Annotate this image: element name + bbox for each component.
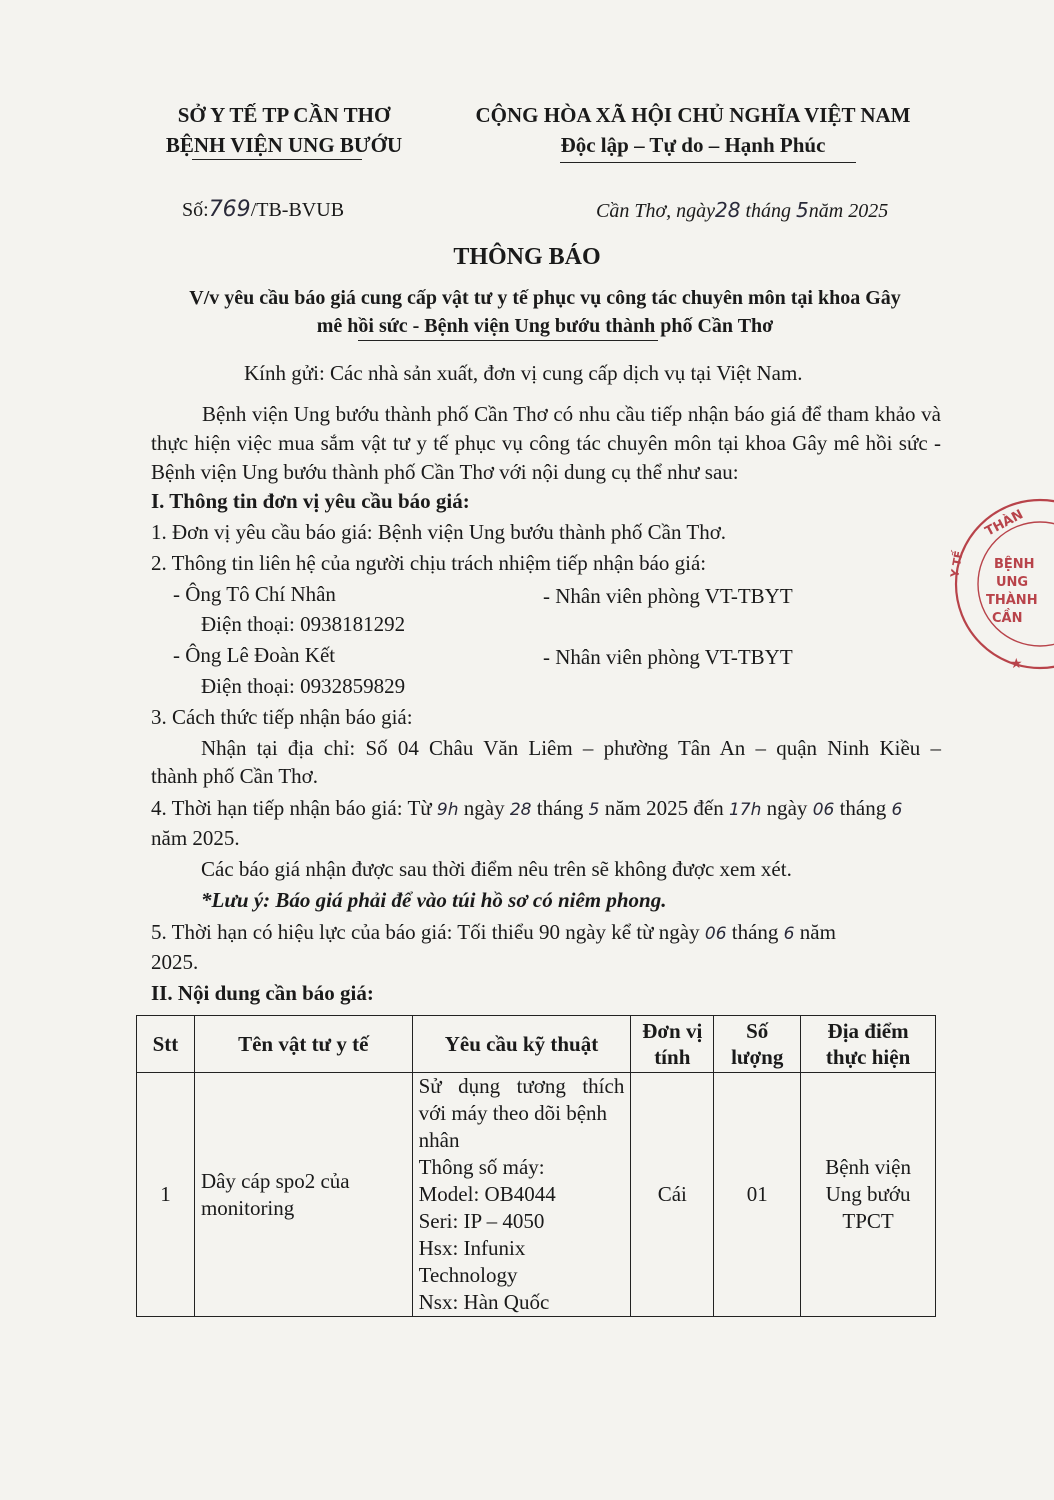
section1-item3: 3. Cách thức tiếp nhận báo giá: — [151, 705, 413, 729]
hospital-underline — [192, 159, 362, 160]
column-header: Đơn vị tính — [631, 1016, 714, 1073]
section1-item1: 1. Đơn vị yêu cầu báo giá: Bệnh viện Ung bướu thành phố Cần Thơ. — [151, 520, 727, 544]
row-stt: 1 — [137, 1073, 195, 1317]
hospital-name: BỆNH VIỆN UNG BƯỚU — [165, 133, 403, 157]
quotation-table — [136, 1015, 936, 1317]
section1-item2: 2. Thông tin liên hệ của người chịu trách nhiệm tiếp nhận báo giá: — [151, 551, 707, 575]
column-header: Stt — [137, 1016, 195, 1073]
section1-item4-cont: năm 2025. — [151, 826, 240, 850]
row-quantity: 01 — [714, 1073, 801, 1317]
stamp-text: CẦN — [992, 611, 1023, 626]
stamp-text: UNG — [996, 575, 1029, 590]
section1-item5-cont: 2025. — [151, 950, 199, 974]
handwritten-month: 5 — [588, 800, 600, 820]
row-spec: Sử dụng tương thích với máy theo dõi bệnh nhân Thông số máy: Model: OB4044 Seri: IP – 4050 Hsx: Infunix Technology Nsx: Hàn Quốc — [412, 1073, 631, 1317]
contact-role: - Nhân viên phòng VT-TBYT — [543, 584, 793, 608]
subject-underline — [358, 340, 658, 341]
handwritten-day: 06 — [704, 924, 727, 944]
nation-name: CỘNG HÒA XÃ HỘI CHỦ NGHĨA VIỆT NAM — [475, 103, 911, 127]
handwritten-day: 28 — [509, 800, 532, 820]
stamp-text: BỆNH — [994, 557, 1035, 572]
handwritten-number: 769 — [208, 197, 251, 222]
greeting: Kính gửi: Các nhà sản xuất, đơn vị cung cấp dịch vụ tại Việt Nam. — [244, 361, 803, 385]
handwritten-day: 28 — [715, 198, 741, 222]
handwritten-month: 5 — [796, 198, 809, 222]
column-header: Địa điểm thực hiện — [801, 1016, 936, 1073]
contact-name: - Ông Lê Đoàn Kết — [173, 643, 336, 667]
section2-heading: II. Nội dung cần báo giá: — [151, 981, 374, 1005]
stamp-text: Y TẾ — [948, 549, 966, 579]
seal-note: *Lưu ý: Báo giá phải để vào túi hồ sơ có niêm phong. — [201, 888, 667, 912]
contact-name: - Ông Tô Chí Nhân — [173, 582, 336, 606]
document-number: Số:769/TB-BVUB — [182, 197, 345, 222]
contact-phone: Điện thoại: 0938181292 — [201, 612, 406, 636]
table-row — [137, 1073, 936, 1317]
section1-item5: 5. Thời hạn có hiệu lực của báo giá: Tối thiểu 90 ngày kể từ ngày 06 tháng 6 năm — [151, 920, 836, 944]
section1-heading: I. Thông tin đơn vị yêu cầu báo giá: — [151, 489, 470, 513]
row-unit: Cái — [631, 1073, 714, 1317]
contact-phone: Điện thoại: 0932859829 — [201, 674, 406, 698]
document-subject: V/v yêu cầu báo giá cung cấp vật tư y tế phục vụ công tác chuyên môn tại khoa Gây mê hồi sức - Bệnh viện Ung bướu thành phố Cần Thơ — [189, 287, 901, 337]
row-item-name: Dây cáp spo2 của monitoring — [194, 1073, 412, 1317]
intro-paragraph: Bệnh viện Ung bướu thành phố Cần Thơ có nhu cầu tiếp nhận báo giá để tham khảo và thực hiện việc mua sắm vật tư y tế phục vụ công tác chuyên môn tại khoa Gây mê hồi sức - Bệnh viện Ung bướu thành phố Cần Thơ với nội dung cụ thể như sau: — [151, 402, 941, 484]
document-date: Cần Thơ, ngày28 tháng 5năm 2025 — [596, 198, 889, 222]
stamp-text: THÀN — [982, 507, 1026, 540]
agency-header — [120, 100, 448, 160]
hospital-stamp-icon — [948, 498, 1054, 684]
receiving-address: Nhận tại địa chỉ: Số 04 Châu Văn Liêm – phường Tân An – quận Ninh Kiều – — [201, 736, 941, 760]
nation-header — [448, 100, 938, 160]
section1-item4: 4. Thời hạn tiếp nhận báo giá: Từ 9h ngày 28 tháng 5 năm 2025 đến 17h ngày 06 tháng 6 — [151, 796, 903, 820]
motto-underline — [560, 162, 856, 163]
handwritten-day: 06 — [812, 800, 835, 820]
stamp-text: THÀNH — [986, 593, 1038, 608]
motto: Độc lập – Tự do – Hạnh Phúc — [560, 133, 826, 157]
handwritten-month: 6 — [891, 800, 903, 820]
column-header: Tên vật tư y tế — [194, 1016, 412, 1073]
receiving-address-cont: thành phố Cần Thơ. — [151, 764, 319, 788]
late-note: Các báo giá nhận được sau thời điểm nêu trên sẽ không được xem xét. — [201, 857, 792, 881]
contact-role: - Nhân viên phòng VT-TBYT — [543, 645, 793, 669]
svg-text:★: ★ — [1010, 656, 1023, 672]
table-header-row — [137, 1016, 936, 1073]
column-header: Số lượng — [714, 1016, 801, 1073]
handwritten-month: 6 — [783, 924, 795, 944]
row-location: Bệnh viện Ung bướu TPCT — [801, 1073, 936, 1317]
document-title: THÔNG BÁO — [453, 244, 601, 270]
handwritten-hour: 9h — [436, 800, 459, 820]
handwritten-hour: 17h — [728, 800, 762, 820]
column-header: Yêu cầu kỹ thuật — [412, 1016, 631, 1073]
ministry-name: SỞ Y TẾ TP CẦN THƠ — [177, 103, 391, 127]
